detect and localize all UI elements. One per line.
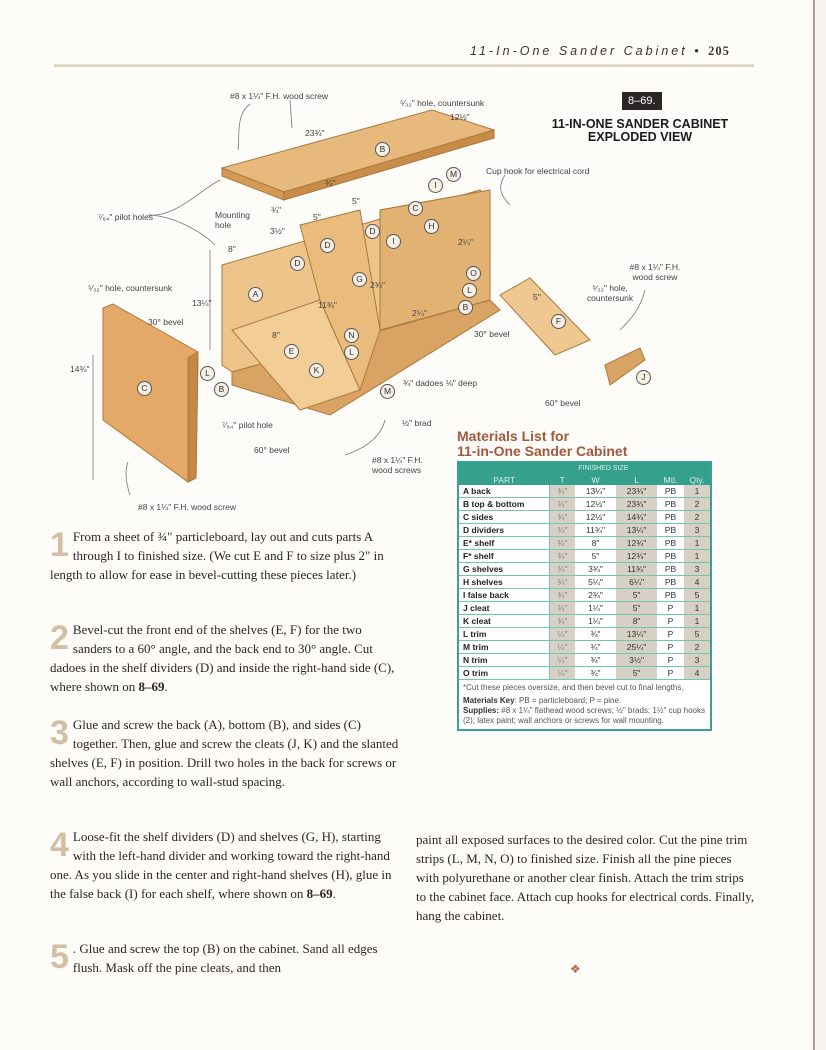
cell-w: 11¾": [575, 524, 616, 537]
callout-mounting-hole: Mounting hole: [215, 210, 250, 230]
part-label-h: H: [424, 219, 439, 234]
cell-t: ¼": [550, 654, 575, 667]
callout-hole-left: ⁵⁄₃₂" hole, countersunk: [88, 283, 173, 293]
cell-part: C sides: [459, 511, 550, 524]
step-number: 4: [50, 826, 69, 864]
callout-pilot-hole: ⁷⁄₆₄" pilot hole: [222, 420, 273, 430]
step-4: [50, 827, 400, 903]
callout-dim-3-5: 3½": [270, 226, 285, 236]
callout-cup-hook: Cup hook for electrical cord: [486, 166, 590, 176]
part-label-o: O: [466, 266, 481, 281]
materials-title: [457, 429, 627, 459]
step-1: [50, 527, 400, 584]
leader-line: [501, 175, 510, 205]
finished-size-header: FINISHED SIZE: [550, 463, 658, 474]
callout-dim-8: 8": [228, 244, 236, 254]
cell-part: I false back: [459, 589, 550, 602]
step-5: [50, 939, 400, 977]
cell-l: 12¾": [616, 550, 657, 563]
part-label-c: C: [408, 201, 423, 216]
cell-qty: 1: [684, 550, 710, 563]
leader-line: [148, 215, 215, 245]
cell-w: 13¼": [575, 485, 616, 498]
part-label-e: E: [284, 344, 299, 359]
figure-number-badge: 8–69.: [622, 92, 662, 110]
table-row: [459, 524, 710, 537]
cell-t: ¾": [550, 576, 575, 589]
cell-part: L trim: [459, 628, 550, 641]
cell-part: E* shelf: [459, 537, 550, 550]
cell-part: F* shelf: [459, 550, 550, 563]
cell-qty: 1: [684, 485, 710, 498]
materials-notes: [459, 680, 710, 729]
cell-mtl: PB: [657, 576, 684, 589]
step-text: Glue and screw the back (A), bottom (B), and sides (C) together. Then, glue and screw the cleats (J, K) and the slanted shelves (E, F) in position. Drill two holes in the back for screws or wall anchors, according to wall-stud spacing.: [50, 717, 399, 789]
materials-key-label: Materials Key: [463, 696, 515, 705]
part-label-m: M: [380, 384, 395, 399]
cell-mtl: P: [657, 641, 684, 654]
cell-t: ¾": [550, 602, 575, 615]
cell-part: N trim: [459, 654, 550, 667]
part-label-d: D: [320, 238, 335, 253]
cell-t: ¼": [550, 667, 575, 680]
callout-bevel-60: 60° bevel: [254, 445, 290, 455]
cell-l: 13¼": [616, 628, 657, 641]
table-row: [459, 641, 710, 654]
step-text-tail: .: [164, 679, 168, 694]
cell-part: O trim: [459, 667, 550, 680]
callout-dim-12-5: 12½": [450, 112, 470, 122]
col-mtl: Mtl.: [657, 474, 684, 485]
cell-mtl: PB: [657, 537, 684, 550]
part-label-d: D: [365, 224, 380, 239]
step-number: 1: [50, 526, 69, 564]
cell-qty: 3: [684, 524, 710, 537]
cell-mtl: PB: [657, 524, 684, 537]
callout-dim-8: 8": [272, 330, 280, 340]
cell-w: ¾": [575, 667, 616, 680]
cell-qty: 5: [684, 628, 710, 641]
cell-w: ¾": [575, 641, 616, 654]
cell-l: 14¾": [616, 511, 657, 524]
cell-w: 12½": [575, 498, 616, 511]
cell-qty: 1: [684, 602, 710, 615]
step-number: 3: [50, 714, 69, 752]
cell-l: 3½": [616, 654, 657, 667]
table-row: [459, 485, 710, 498]
cell-l: 13¼": [616, 524, 657, 537]
cell-part: B top & bottom: [459, 498, 550, 511]
figure-title-line2: EXPLODED VIEW: [587, 130, 693, 144]
cell-w: 1¼": [575, 602, 616, 615]
cell-qty: 4: [684, 576, 710, 589]
part-label-m: M: [446, 167, 461, 182]
cell-w: 3¾": [575, 563, 616, 576]
cell-w: 12½": [575, 511, 616, 524]
cell-mtl: P: [657, 654, 684, 667]
cell-part: J cleat: [459, 602, 550, 615]
cell-qty: 2: [684, 641, 710, 654]
exploded-view-diagram: [0, 0, 826, 520]
step-5-continuation: paint all exposed surfaces to the desired color. Cut the pine trim strips (L, M, N, O) to finished size. Finish all the pine pieces with polyurethane or another clear finish. Attach the trim strips to the cabinet face. Attach cup hooks for electrical cords. Finally, hang the cabinet.: [416, 832, 755, 923]
col-l: L: [616, 474, 657, 485]
cell-mtl: PB: [657, 498, 684, 511]
step-text: . Glue and screw the top (B) on the cabinet. Sand all edges flush. Mask off the pine cleats, and then: [72, 941, 378, 975]
cell-mtl: P: [657, 602, 684, 615]
part-label-n: N: [344, 328, 359, 343]
callout-dim-2-25: 2¼": [458, 237, 473, 247]
table-row: [459, 498, 710, 511]
cell-part: K cleat: [459, 615, 550, 628]
part-label-g: G: [352, 272, 367, 287]
table-row: [459, 563, 710, 576]
cell-w: 1¼": [575, 615, 616, 628]
figure-reference: 8–69: [138, 679, 165, 694]
callout-hole-right: ⁵⁄₃₂" hole, countersunk: [586, 283, 634, 303]
cell-t: ¾": [550, 537, 575, 550]
table-row: [459, 615, 710, 628]
callout-dim-13-25: 13¼": [192, 298, 212, 308]
cell-qty: 5: [684, 589, 710, 602]
materials-table-body: [459, 485, 710, 680]
leader-line: [126, 462, 130, 495]
cell-t: ¾": [550, 524, 575, 537]
cell-mtl: P: [657, 615, 684, 628]
cell-qty: 1: [684, 537, 710, 550]
part-label-l: L: [344, 345, 359, 360]
cell-l: 5": [616, 589, 657, 602]
step-2: [50, 620, 400, 696]
part-label-l: L: [462, 283, 477, 298]
cell-qty: 4: [684, 667, 710, 680]
part-label-f: F: [551, 314, 566, 329]
side-panel-c-edge: [188, 352, 198, 482]
callout-dim-2-25: 2¼": [412, 308, 427, 318]
running-title: 11-In-One Sander Cabinet: [470, 44, 688, 58]
cell-t: ¾": [550, 498, 575, 511]
part-label-k: K: [309, 363, 324, 378]
callout-dim-23-75: 23¾": [305, 128, 325, 138]
materials-key-text: : PB = particleboard; P = pine.: [514, 696, 622, 705]
part-label-i: I: [386, 234, 401, 249]
table-row: [459, 511, 710, 524]
cell-qty: 3: [684, 654, 710, 667]
cell-qty: 3: [684, 563, 710, 576]
part-label-a: A: [248, 287, 263, 302]
leader-line: [148, 180, 220, 215]
step-text: Loose-fit the shelf dividers (D) and shelves (G, H), starting with the left-hand divider and working toward the right-hand one. As you slide in the center and right-hand shelves (H), glue in the false back (I) for each shelf, where shown on: [50, 829, 392, 901]
figure-reference: 8–69: [306, 886, 333, 901]
supplies-label: Supplies:: [463, 706, 500, 715]
callout-dim-14-75: 14¾": [70, 364, 90, 374]
table-row: [459, 550, 710, 563]
col-t: T: [550, 474, 575, 485]
materials-title-line2: 11-in-One Sander Cabinet: [457, 443, 628, 459]
step-text: Bevel-cut the front end of the shelves (E, F) for the two sanders to a 60° angle, and the back end to 30° angle. Cut dadoes in the shelf dividers (D) and inside the right-hand side (C), where shown on: [50, 622, 395, 694]
cell-l: 12¾": [616, 537, 657, 550]
part-label-b: B: [214, 382, 229, 397]
cell-l: 5": [616, 667, 657, 680]
part-label-b: B: [458, 300, 473, 315]
page-number: 205: [708, 44, 730, 58]
col-w: W: [575, 474, 616, 485]
callout-dim-5: 5": [313, 212, 321, 222]
cell-mtl: PB: [657, 550, 684, 563]
materials-title-line1: Materials List for: [457, 428, 570, 444]
cell-l: 23¾": [616, 485, 657, 498]
cell-w: ¾": [575, 628, 616, 641]
callout-dim-5: 5": [533, 292, 541, 302]
table-row: [459, 589, 710, 602]
part-label-c: C: [137, 381, 152, 396]
cell-qty: 2: [684, 511, 710, 524]
part-label-b: B: [375, 142, 390, 157]
cell-w: 5": [575, 550, 616, 563]
cell-l: 6¼": [616, 576, 657, 589]
step-text-tail: .: [332, 886, 336, 901]
cell-l: 11¾": [616, 563, 657, 576]
cell-t: ¾": [550, 589, 575, 602]
figure-title-line1: 11-IN-ONE SANDER CABINET: [551, 117, 729, 131]
cell-t: ¾": [550, 485, 575, 498]
cell-t: ¾": [550, 511, 575, 524]
cell-mtl: PB: [657, 563, 684, 576]
cell-mtl: P: [657, 667, 684, 680]
part-label-l: L: [200, 366, 215, 381]
cell-mtl: PB: [657, 589, 684, 602]
callout-bevel-60: 60° bevel: [545, 398, 581, 408]
cell-l: 8": [616, 615, 657, 628]
cell-w: 2¾": [575, 589, 616, 602]
cell-t: ¾": [550, 563, 575, 576]
cell-qty: 1: [684, 615, 710, 628]
cell-mtl: PB: [657, 511, 684, 524]
part-label-d: D: [290, 256, 305, 271]
table-row: [459, 576, 710, 589]
callout-screws-bottom: #8 x 1¼" F.H. wood screws: [372, 455, 423, 475]
callout-dim-3-4: ¾": [271, 205, 282, 215]
cell-l: 25¼": [616, 641, 657, 654]
cell-t: ¾": [550, 615, 575, 628]
table-row: [459, 667, 710, 680]
cell-t: ¼": [550, 641, 575, 654]
part-label-i: I: [428, 178, 443, 193]
leader-line: [345, 420, 385, 455]
cell-l: 5": [616, 602, 657, 615]
callout-dim-2-75: 2¾": [370, 280, 385, 290]
callout-dim-11-75: 11¾": [318, 300, 337, 310]
supplies: [463, 706, 706, 726]
cell-mtl: P: [657, 628, 684, 641]
leader-line: [290, 100, 292, 128]
callout-bevel-30: 30° bevel: [148, 317, 184, 327]
end-ornament-icon: ❖: [570, 962, 581, 976]
materials-table: [457, 461, 712, 731]
callout-pilot-holes: ⁷⁄₆₄" pilot holes: [98, 212, 154, 222]
supplies-text: #8 x 1¼" flathead wood screws; ½" brads; 1½" cup hooks (2); latex paint; wall anchors or screws for wall mounting.: [463, 706, 705, 725]
callout-brad: ½" brad: [402, 418, 432, 428]
table-row: [459, 602, 710, 615]
cell-part: G shelves: [459, 563, 550, 576]
cell-t: ¼": [550, 628, 575, 641]
callout-dim-3-4: ¾": [325, 178, 336, 188]
cell-part: A back: [459, 485, 550, 498]
callout-dadoes: ¾" dadoes ⅛" deep: [403, 378, 478, 388]
cell-qty: 2: [684, 498, 710, 511]
step-number: 2: [50, 619, 69, 657]
col-qty: Qty.: [684, 474, 710, 485]
cell-part: H shelves: [459, 576, 550, 589]
table-row: [459, 537, 710, 550]
cell-part: D dividers: [459, 524, 550, 537]
col-part: PART: [459, 474, 550, 485]
cell-w: 5¼": [575, 576, 616, 589]
cell-part: M trim: [459, 641, 550, 654]
table-row: [459, 654, 710, 667]
callout-screw-left: #8 x 1¼" F.H. wood screw: [138, 502, 236, 512]
leader-line: [238, 104, 250, 150]
step-3: [50, 715, 400, 791]
callout-bevel-30: 30° bevel: [474, 329, 510, 339]
cell-w: 8": [575, 537, 616, 550]
part-label-j: J: [636, 370, 651, 385]
table-group-header: [459, 463, 710, 474]
table-row: [459, 628, 710, 641]
callout-hole-top: ⁵⁄₃₂" hole, countersunk: [400, 98, 485, 108]
step-number: 5: [50, 938, 69, 976]
bullet: •: [694, 44, 702, 58]
cell-t: ¾": [550, 550, 575, 563]
table-header-row: [459, 474, 710, 485]
callout-screw-right: #8 x 1¼" F.H. wood screw: [629, 262, 681, 282]
footnote: *Cut these pieces oversize, and then bevel cut to final lengths.: [463, 683, 684, 692]
cell-w: ¾": [575, 654, 616, 667]
cell-mtl: PB: [657, 485, 684, 498]
callout-screw-top: #8 x 1¼" F.H. wood screw: [230, 91, 328, 101]
callout-dim-5: 5": [352, 196, 360, 206]
materials-key: [463, 696, 706, 706]
cell-l: 23¾": [616, 498, 657, 511]
step-text: From a sheet of ¾" particleboard, lay out and cuts parts A through I to finished size. (We cut E and F to size plus 2" in length to allow for ease in bevel-cutting these pieces later.): [50, 529, 384, 582]
